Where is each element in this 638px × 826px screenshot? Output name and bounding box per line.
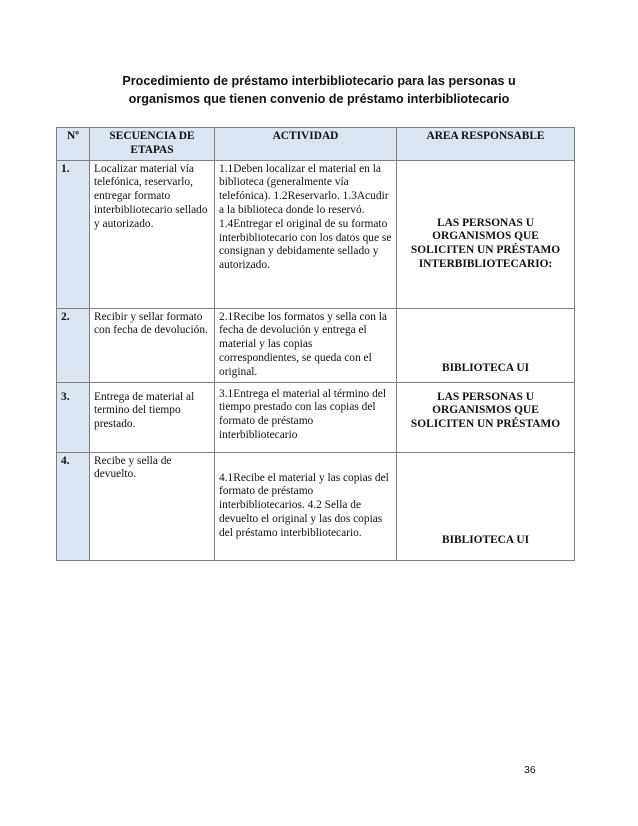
- row-sequence: Recibe y sella de devuelto.: [90, 452, 215, 560]
- row-responsible: BIBLIOTECA UI: [397, 308, 575, 382]
- row-activity: 2.1Recibe los formatos y sella con la fecha de devolución y entrega el material y las copias correspondientes, se queda con el original.: [215, 308, 397, 382]
- procedure-table: [56, 127, 575, 561]
- row-sequence: Recibir y sellar formato con fecha de devolución.: [90, 308, 215, 382]
- row-number: 4.: [57, 452, 90, 560]
- row-number: 2.: [57, 308, 90, 382]
- row-activity: 4.1Recibe el material y las copias del formato de préstamo interbibliotecarios. 4.2 Sella de devuelto el original y las dos copias del préstamo interbibliotecario.: [215, 452, 397, 560]
- row-sequence: Localizar material vía telefónica, reservarlo, entregar formato interbibliotecario sellado y autorizado.: [90, 160, 215, 308]
- row-number: 1.: [57, 160, 90, 308]
- header-responsible: AREA RESPONSABLE: [397, 128, 575, 161]
- row-sequence: Entrega de material al termino del tiempo prestado.: [90, 382, 215, 452]
- row-responsible: BIBLIOTECA UI: [397, 452, 575, 560]
- row-responsible: LAS PERSONAS U ORGANISMOS QUE SOLICITEN UN PRÉSTAMO INTERBIBLIOTECARIO:: [397, 160, 575, 308]
- page-number: 36: [524, 764, 536, 776]
- row-activity: 1.1Deben localizar el material en la biblioteca (generalmente vía telefónica). 1.2Reservarlo. 1.3Acudir a la biblioteca donde lo reservó. 1.4Entregar el original de su formato interbibliotecario con los datos que se consignan y debidamente sellado y autorizado.: [215, 160, 397, 308]
- row-number: 3.: [57, 382, 90, 452]
- header-activity: ACTIVIDAD: [215, 128, 397, 161]
- title-line-2: organismos que tienen convenio de préstamo interbibliotecario: [128, 92, 510, 106]
- header-number: Nº: [57, 128, 90, 161]
- title-line-1: Procedimiento de préstamo interbibliotecario para las personas u: [122, 74, 516, 88]
- table-row: [57, 382, 575, 452]
- document-title: [90, 72, 548, 108]
- table-row: [57, 452, 575, 560]
- header-sequence: SECUENCIA DE ETAPAS: [90, 128, 215, 161]
- table-row: [57, 160, 575, 308]
- row-activity: 3.1Entrega el material al término del tiempo prestado con las copias del formato de préstamo interbibliotecario: [215, 382, 397, 452]
- table-row: [57, 308, 575, 382]
- row-responsible: LAS PERSONAS U ORGANISMOS QUE SOLICITEN UN PRÉSTAMO: [397, 382, 575, 452]
- table-header-row: [57, 128, 575, 161]
